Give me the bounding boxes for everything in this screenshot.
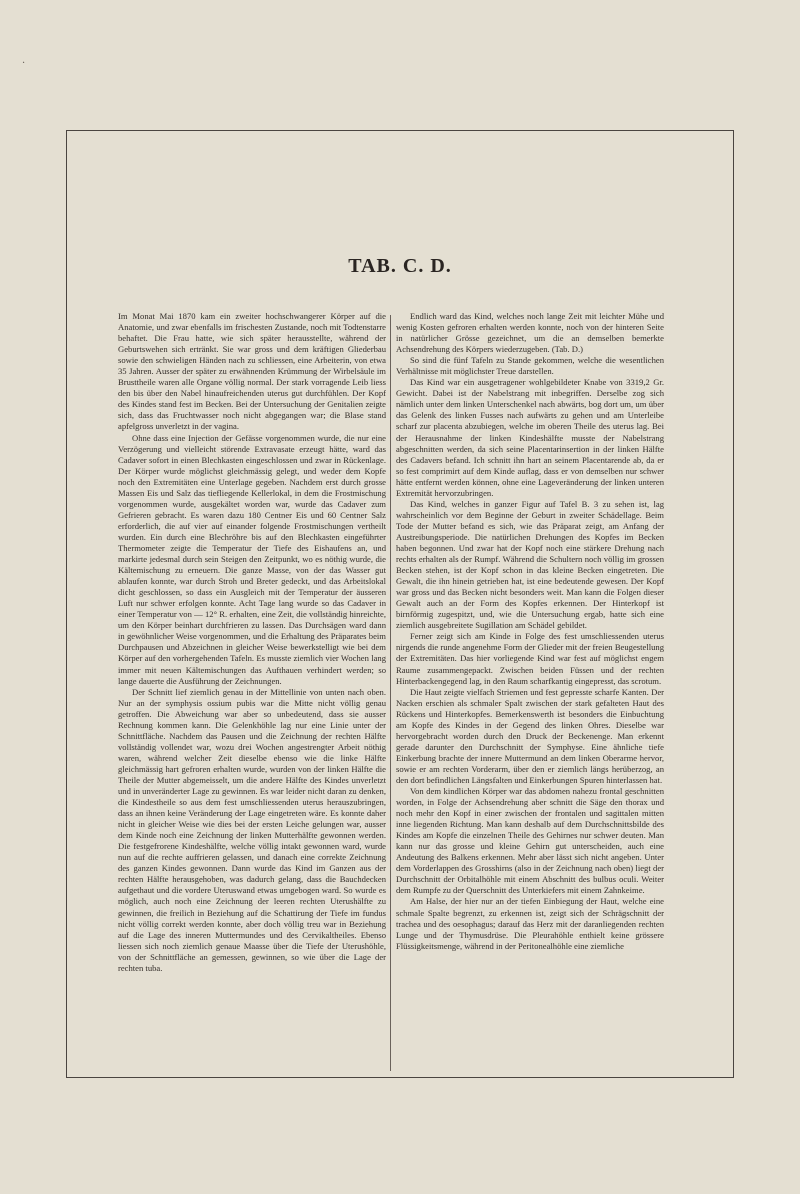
paragraph: Die Haut zeigte vielfach Striemen und fest gepresste scharfe Kanten. Der Nacken erschien als schmaler Spalt zwischen der stark gefalteten Haut des Rückens und Hinterkopfes. Bemerkenswerth ist besonders die Einbuchtung am Kopfe des Kindes in der Gegend des linken Ohres. Dieselbe war hervorgebracht worden durch den Druck der Beckenenge. Man erkennt gerade darunter den Durchschnitt der Symphyse. Eine ähnliche tiefe Einkerbung brachte der innere Muttermund an dem linken Oberarme hervor, sowie er am rechten Vorderarm, über den er ziemlich längs herüberzog, an den dort befindlichen Längsfalten und Einkerbungen Spuren hinterlassen hat.: [396, 686, 664, 785]
paragraph: Das Kind, welches in ganzer Figur auf Tafel B. 3 zu sehen ist, lag wahrscheinlich vor dem Beginne der Geburt in zweiter Schädellage. Beim Tode der Mutter befand es sich, wie das Präparat zeigt, am Anfang der Austreibungsperiode. Die natürlichen Drehungen des Kopfes im Becken haben begonnen. Und zwar hat der Kopf noch eine stärkere Drehung nach rechts erhalten als der Rumpf. Während die Schultern noch völlig im grossen Becken stehen, ist der Kopf schon in das kleine Becken eingetreten. Die Gewalt, die ihn hinein getrieben hat, ist eine bedeutende gewesen. Der Kopf war gross und das Becken nicht besonders weit. Man kann die Folgen dieser Gewalt auch an der Form des Kopfes erkennen. Der Hinterkopf ist birnförmig zugespitzt, und, wie die Untersuchung ergab, hatte sich eine ziemlich ausgebreitete Sugillation am Schädel gebildet.: [396, 498, 664, 631]
paragraph: Ohne dass eine Injection der Gefässe vorgenommen wurde, die nur eine Verzögerung und vielleicht störende Extravasate erzeugt hätte, ward das Cadaver sofort in einen Blechkasten eingeschlossen und zwar in Rückenlage. Der Körper wurde möglichst gleichmässig gelegt, und weder dem Kopfe noch den Extremitäten eine Unterlage gegeben. Nachdem erst durch grosse Massen Eis und Salz das tiefliegende Kellerlokal, in dem die Frostmischung vorgenommen wurde, ausgekältet worden war, wurde das Cadaver zum Gefrieren gebracht. Es waren dazu 180 Centner Eis und 60 Centner Salz erforderlich, die auf vier auf einander folgende Frostmischungen vertheilt wurden. Ein durch eine Blechröhre bis auf den Blechkasten eingeführter Thermometer zeigte die Temperatur der Tiefe des Eishaufens an, und markirte jedesmal durch sein Steigen den Zeitpunkt, wo es nöthig wurde, die Kältemischung zu erneuern. Die ganze Masse, von der das Wasser gut ablaufen konnte, war durch Stroh und Breter gedeckt, und das Arbeitslokal dicht geschlossen, so dass ein Ausgleich mit der Temperatur der äusseren Luft nur schwer erfolgen konnte. Acht Tage lang wurde so das Cadaver in einer Temperatur von — 12° R. erhalten, eine Zeit, die vollständig hinreichte, um den Körper beinhart durchfrieren zu lassen. Das Durchsägen ward dann in gewöhnlicher Weise vorgenommen, und die Erhaltung des Präparates beim Durchpausen und Abzeichnen in gleicher Weise bewerkstelligt wie bei dem Körper auf den vorhergehenden Tafeln. Es musste ziemlich vier Wochen lang immer mit neuen Kältemischungen das Aufthauen verhindert werden; so lange dauerte die Ausführung der Zeichnungen.: [118, 432, 386, 686]
margin-speck: ·: [22, 58, 26, 69]
column-divider: [390, 315, 391, 1071]
paragraph: So sind die fünf Tafeln zu Stande gekommen, welche die wesentlichen Verhältnisse mit möglichster Treue darstellen.: [396, 355, 664, 377]
right-column: [396, 311, 664, 952]
paragraph: Der Schnitt lief ziemlich genau in der Mittellinie von unten nach oben. Nur an der symphysis ossium pubis war die Mitte nicht völlig genau getroffen. Die Abweichung war aber so unbedeutend, dass sie ausser Rechnung kommen kann. Die Gelenkhöhle lag nur eine Linie unter der Schnittfläche. Nachdem das Pausen und die Zeichnung der rechten Hälfte vollständig vollendet war, wozu drei Wochen angestrengter Arbeit nöthig waren, während welcher Zeit dieselbe ebenso wie die linke Hälfte gleichmässig hart gefroren erhalten wurde, wurden von der linken Hälfte die Theile der Mutter abgemeisselt, um die andere Hälfte des Kindes unverletzt und in unveränderter Lage zu gewinnen. Es war leider nicht daran zu denken, die Kindestheile so aus dem fest umschliessenden uterus herauszubringen, dass an ihnen keine Veränderung der Lage eingetreten wäre. Es konnte daher nicht in gleicher Weise wie dies bei der ersten Leiche gelungen war, ausser dem Kinde noch eine Zeichnung der linken Mutterhälfte gewonnen werden. Die festgefrorene Kindeshälfte, welche völlig intakt gewonnen ward, wurde nun auf die rechte auffrieren gelassen, und danach eine correkte Zeichnung des ganzen Kindes gewonnen. Dann wurde das Kind im Ganzen aus der rechten Hälfte herausgehoben, was dadurch gelang, dass die Bauchdecken aufgethaut und die vordere Uteruswand etwas umgebogen ward. So wurde es möglich, auch noch eine Zeichnung der leeren rechten Uterushälfte zu gewinnen, die freilich in Beziehung auf die Schattirung der Tiefe im fundus nicht völlig correkt werden konnte, aber doch völlig treu war in Beziehung auf die Lage des inneren Muttermundes und des Cervikaltheiles. Ebenso liessen sich noch ziemlich genaue Maasse über die Tiefe der Uterushöhle, von der Schnittfläche an gemessen, gewinnen, so wie über die Lage der rechten tuba.: [118, 686, 386, 973]
paragraph: Im Monat Mai 1870 kam ein zweiter hochschwangerer Körper auf die Anatomie, und zwar ebenfalls im frischesten Zustande, noch mit Todtenstarre behaftet. Die Frau hatte, wie sich später herausstellte, während der Geburtswehen sich ertränkt. Sie war gross und dem kräftigen Gliederbau sowie den schwieligen Händen nach zu schliessen, eine Arbeiterin, von etwa 35 Jahren. Ausser der später zu erwähnenden Krümmung der Wirbelsäule im Brusttheile waren alle Organe völlig normal. Der stark vorragende Leib liess den bis über den Nabel hinaufreichenden uterus gut durchfühlen. Der Kopf des Kindes stand fest im Becken. Bei der Untersuchung der Genitalien zeigte sich, dass das Fruchtwasser noch nicht abgegangen war; die Blase stand apfelgross unverletzt in der vagina.: [118, 311, 386, 432]
left-column: [118, 311, 386, 974]
paragraph: Das Kind war ein ausgetragener wohlgebildeter Knabe von 3319,2 Gr. Gewicht. Dabei ist der Nabelstrang mit inbegriffen. Derselbe zog sich nämlich unter dem linken Unterschenkel nach abwärts, bog dort um, um über das Gelenk des linken Fusses nach aufwärts zu gehen und am Unterleibe scharf zur placenta abzubiegen, welche im oberen Theile des uterus lag. Bei der Herausnahme der linken Kindeshälfte musste der Nabelstrang abgeschnitten werden, da sich seine Placentarinsertion in der linken Hälfte des Cadavers befand. Ich schnitt ihn hart an seinem Placentarende ab, da er so fest comprimirt auf dem Kinde auflag, dass er von demselben nur schwer hätte entfernt werden können, ohne eine Lageveränderung der linken unteren Extremität hervorzubringen.: [396, 377, 664, 498]
paragraph: Endlich ward das Kind, welches noch lange Zeit mit leichter Mühe und wenig Kosten gefroren erhalten werden konnte, noch von der hinteren Seite in natürlicher Grösse gezeichnet, um die an demselben bemerkte Achsendrehung des Körpers wiederzugeben. (Tab. D.): [396, 311, 664, 355]
paragraph: Ferner zeigt sich am Kinde in Folge des fest umschliessenden uterus nirgends die runde angenehme Form der Glieder mit der freien Beugestellung der Extremitäten. Das hier vorliegende Kind war fest auf möglichst engem Raume zusammengepackt. Zwischen beiden Füssen und der rechten Hinterbackengegend lag, in den Raum scharfkantig eingepresst, das scrotum.: [396, 631, 664, 686]
paragraph: Am Halse, der hier nur an der tiefen Einbiegung der Haut, welche eine schmale Spalte begrenzt, zu erkennen ist, zeigt sich der Schrägschnitt der trachea und des oesophagus; darauf das Herz mit der daranliegenden rechten Lunge und der Thymusdrüse. Die Pleurahöhle enthielt keine grössere Flüssigkeitsmenge, während in der Peritonealhöhle eine ziemliche: [396, 896, 664, 951]
paragraph: Von dem kindlichen Körper war das abdomen nahezu frontal geschnitten worden, in Folge der Achsendrehung aber schnitt die Säge den thorax und noch mehr den Kopf in einer zwischen der frontalen und sagittalen mitten inne liegenden Richtung. Man kann deshalb auf dem Durchschnittsbilde des Kindes am Kopfe die einzelnen Theile des Gehirnes nur schwer deuten. Man kann nur das grosse und kleine Gehirn gut unterscheiden, auch eine Andeutung des Balkens erkennen. Mehr aber lässt sich nicht angeben. Unter dem Vorderlappen des Grosshirns (also in der Zeichnung nach oben) liegt der Durchschnitt der Orbitalhöhle mit einem Abschnitt des bulbus oculi. Weiter dem Rumpfe zu der Querschnitt des Unterkiefers mit einem Zahnkeime.: [396, 786, 664, 896]
page-title: TAB. C. D.: [348, 255, 452, 277]
